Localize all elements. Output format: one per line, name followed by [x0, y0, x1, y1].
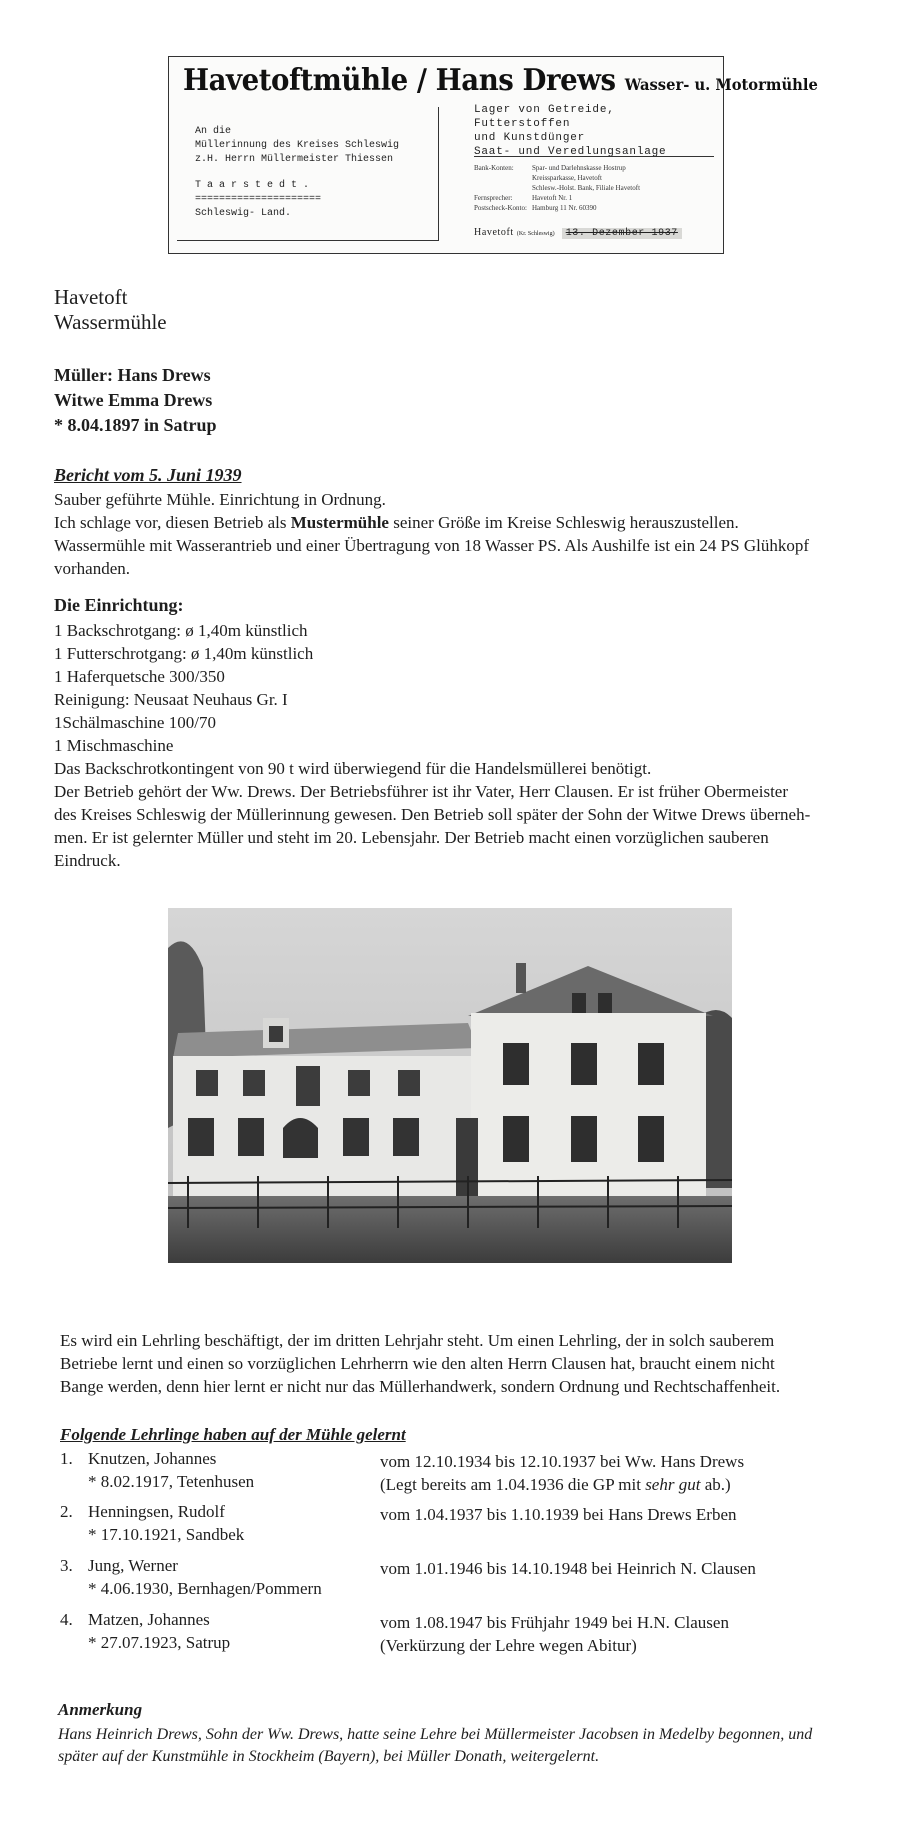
apprentice-period: vom 12.10.1934 bis 12.10.1937 bei Ww. Hans Drews: [380, 1452, 745, 1471]
bank-row: [474, 163, 719, 173]
address-line: Schleswig- Land.: [195, 208, 292, 219]
emphasis-sehr-gut: sehr gut: [645, 1475, 701, 1494]
report-line: [54, 511, 864, 534]
letterhead-bank: [474, 163, 719, 213]
apprentice-period-3: vom 1.01.1946 bis 14.10.1948 bei Heinrich N. Clausen: [380, 1559, 756, 1578]
business-line: und Kunstdünger: [474, 132, 586, 144]
report-line: Wassermühle mit Wasserantrieb und einer Übertragung von 18 Wasser PS. Als Aushilfe ist ein 24 PS Glühkopf: [54, 536, 809, 555]
remark-title: Anmerkung: [58, 1700, 143, 1719]
bank-value: Schlesw.-Holst. Bank, Filiale Havetoft: [532, 184, 641, 192]
mill-photo: [168, 908, 732, 1263]
equipment-item: 1Schälmaschine 100/70: [54, 713, 216, 732]
apprentice-item-4: [60, 1608, 390, 1654]
apprentice-paragraph: [60, 1329, 860, 1398]
photo-dormer-window: [269, 1026, 283, 1042]
apprentices-title: Folgende Lehrlinge haben auf der Mühle gelernt: [60, 1425, 406, 1444]
equipment-text-line: men. Er ist gelernter Müller und steht im 20. Lebensjahr. Der Betrieb macht einen vorzüglichen sauberen: [54, 828, 769, 847]
report-line: vorhanden.: [54, 559, 131, 578]
equipment-item: 1 Mischmaschine: [54, 736, 174, 755]
bank-value: Spar- und Darlehnskasse Hostrup: [532, 164, 626, 172]
apprentice-note: (Verkürzung der Lehre wegen Abitur): [380, 1636, 637, 1655]
report-line: Sauber geführte Mühle. Einrichtung in Ordnung.: [54, 490, 386, 509]
paragraph-line: Es wird ein Lehrling beschäftigt, der im dritten Lehrjahr steht. Um einen Lehrling, der in solch sauberem: [60, 1331, 775, 1350]
paragraph-line: Bange werden, denn hier lernt er nicht nur das Müllerhandwerk, sondern Ordnung und Rechtschaffenheit.: [60, 1377, 781, 1396]
apprentice-period-2: vom 1.04.1937 bis 1.10.1939 bei Hans Drews Erben: [380, 1505, 737, 1524]
apprentice-birth: * 8.02.1917, Tetenhusen: [88, 1472, 255, 1491]
apprentice-birth: * 27.07.1923, Satrup: [88, 1633, 231, 1652]
bank-key: [474, 183, 532, 193]
page-title: [54, 285, 167, 335]
apprentice-period-1: [380, 1450, 880, 1496]
title-line: Havetoft: [54, 285, 128, 309]
title-line: Wassermühle: [54, 310, 167, 334]
address-line: Müllerinnung des Kreises Schleswig: [195, 140, 400, 151]
business-line: Lager von Getreide, Futterstoffen: [474, 104, 615, 130]
remark-line: Hans Heinrich Drews, Sohn der Ww. Drews, hatte seine Lehre bei Müllermeister Jacobsen in Medelby begonnen, und: [58, 1726, 813, 1743]
bank-row: [474, 193, 719, 203]
equipment-body: [54, 619, 874, 872]
brand-name: Havetoftmühle / Hans Drews: [183, 63, 616, 98]
equipment-text-line: Eindruck.: [54, 851, 121, 870]
bank-value: Kreissparkasse, Havetoft: [532, 174, 602, 182]
bank-key: [474, 173, 532, 183]
apprentice-name: Jung, Werner: [88, 1556, 178, 1575]
owners-block: [54, 363, 217, 438]
owner-line: Müller: Hans Drews: [54, 365, 211, 385]
apprentice-birth: * 17.10.1921, Sandbek: [88, 1525, 245, 1544]
bank-row: [474, 203, 719, 213]
bank-key: Fernsprecher:: [474, 194, 513, 202]
letterhead-rule: [474, 156, 714, 157]
remark-body: [58, 1724, 878, 1768]
paragraph-line: Betriebe lernt und einen so vorzüglichen Lehrherrn wie den alten Herrn Clausen hat, braucht einem nicht: [60, 1354, 775, 1373]
emphasis-mustermuehle: Mustermühle: [290, 513, 389, 532]
apprentice-item-3: [60, 1554, 390, 1600]
address-underline: =====================: [195, 194, 322, 205]
apprentice-item-2: [60, 1500, 390, 1546]
photo-building-left: [173, 1056, 478, 1196]
photo-building-right: [471, 1013, 706, 1198]
equipment-text-line: Das Backschrotkontingent von 90 t wird überwiegend für die Handelsmüllerei benötigt.: [54, 759, 652, 778]
apprentice-period-4: [380, 1611, 880, 1657]
apprentice-note: [380, 1473, 880, 1496]
letterhead-brand: [183, 63, 818, 98]
remark-line: später auf der Kunstmühle in Stockheim (Bayern), bei Müller Donath, weitergelernt.: [58, 1748, 600, 1765]
equipment-item: 1 Futterschrotgang: ø 1,40m künstlich: [54, 644, 314, 663]
text-run: ab.): [700, 1475, 731, 1494]
equipment-title: Die Einrichtung:: [54, 595, 184, 615]
equipment-text-line: Der Betrieb gehört der Ww. Drews. Der Betriebsführer ist ihr Vater, Herr Clausen. Er ist früher Obermeister: [54, 782, 789, 801]
text-run: (Legt bereits am 1.04.1936 die GP mit: [380, 1475, 646, 1494]
address-line: T a a r s t e d t .: [195, 180, 310, 191]
letterhead-date: [474, 227, 682, 239]
date-stamp: 13. Dezember 1937: [562, 228, 682, 239]
bank-value: Hamburg 11 Nr. 60390: [532, 204, 597, 212]
date-place-small: (Kr. Schleswig): [516, 231, 555, 237]
equipment-text-line: des Kreises Schleswig der Müllerinnung gewesen. Den Betrieb soll später der Sohn der Witwe Drews überneh-: [54, 805, 811, 824]
item-number: 2.: [60, 1502, 73, 1521]
business-line: Saat- und Veredlungsanlage: [474, 146, 667, 158]
apprentice-birth: * 4.06.1930, Bernhagen/Pommern: [88, 1579, 322, 1598]
apprentice-period: vom 1.08.1947 bis Frühjahr 1949 bei H.N. Clausen: [380, 1613, 729, 1632]
bank-row: [474, 183, 719, 193]
item-number: 3.: [60, 1556, 73, 1575]
item-number: 4.: [60, 1610, 73, 1629]
equipment-item: 1 Backschrotgang: ø 1,40m künstlich: [54, 621, 308, 640]
equipment-item: 1 Haferquetsche 300/350: [54, 667, 225, 686]
apprentice-name: Henningsen, Rudolf: [88, 1502, 225, 1521]
address-line: z.H. Herrn Müllermeister Thiessen: [195, 154, 394, 165]
brand-subtitle: Wasser- u. Motormühle: [624, 75, 818, 94]
bank-key: Bank-Konten:: [474, 164, 514, 172]
bank-value: Havetoft Nr. 1: [532, 194, 573, 202]
photo-chimney: [516, 963, 526, 993]
letterhead-business: [474, 103, 714, 159]
equipment-item: Reinigung: Neusaat Neuhaus Gr. I: [54, 690, 288, 709]
apprentice-name: Matzen, Johannes: [88, 1610, 210, 1629]
text-run: Ich schlage vor, diesen Betrieb als: [54, 513, 291, 532]
apprentice-item-1: [60, 1447, 390, 1493]
date-place: Havetoft: [474, 227, 514, 238]
bank-key: Postscheck-Konto:: [474, 204, 527, 212]
item-number: 1.: [60, 1449, 73, 1468]
letterhead-address: [177, 107, 439, 241]
owner-line: Witwe Emma Drews: [54, 390, 213, 410]
report-body: [54, 488, 864, 580]
bank-row: [474, 173, 719, 183]
text-run: seiner Größe im Kreise Schleswig herauszustellen.: [388, 513, 739, 532]
apprentice-name: Knutzen, Johannes: [88, 1449, 217, 1468]
report-title: Bericht vom 5. Juni 1939: [54, 465, 242, 485]
address-line: An die: [195, 126, 232, 137]
letterhead: [168, 56, 818, 254]
address-spacer: [195, 167, 438, 179]
owner-line: * 8.04.1897 in Satrup: [54, 415, 217, 435]
